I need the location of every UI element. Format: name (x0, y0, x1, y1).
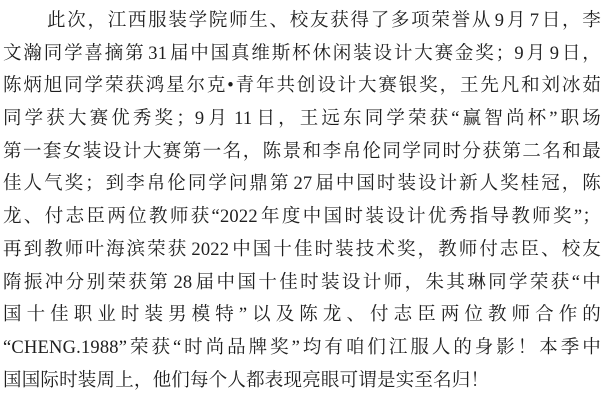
paragraph-line: 国十佳职业时装男模特”以及陈龙、付志臣两位教师合作的 (3, 305, 601, 326)
paragraph-line: 同学获大赛优秀奖；9 月 11 日，王远东同学荣获“赢智尚杯”职场 (3, 109, 601, 130)
paragraph-line: 文瀚同学喜摘第 31 届中国真维斯杯休闲装设计大赛金奖；9 月 9 日， (3, 43, 601, 64)
paragraph-line: 再到教师叶海滨荣获 2022 中国十佳时装技术奖，教师付志臣、校友 (3, 239, 601, 260)
paragraph-line: 隋振冲分别荣获第 28 届中国十佳时装设计师，朱其琳同学荣获“中 (3, 272, 601, 293)
paragraph-line: 第一套女装设计大赛第一名，陈景和李帛伦同学同时分获第二名和最 (3, 141, 601, 162)
paragraph-line: “CHENG.1988”荣获“时尚品牌奖”均有咱们江服人的身影！本季中 (3, 337, 601, 358)
paragraph-line: 佳人气奖；到李帛伦同学问鼎第 27 届中国时装设计新人奖桂冠，陈 (3, 174, 601, 195)
paragraph-line: 陈炳旭同学荣获鸿星尔克•青年共创设计大赛银奖，王先凡和刘冰茹 (3, 76, 601, 97)
paragraph-line: 国国际时装周上，他们每个人都表现亮眼可谓是实至名归！ (3, 370, 490, 391)
paragraph-line: 此次，江西服装学院师生、校友获得了多项荣誉从 9 月 7 日，李 (47, 11, 601, 31)
paragraph-line: 龙、付志臣两位教师获“2022 年度中国时装设计优秀指导教师奖”； (3, 207, 601, 228)
